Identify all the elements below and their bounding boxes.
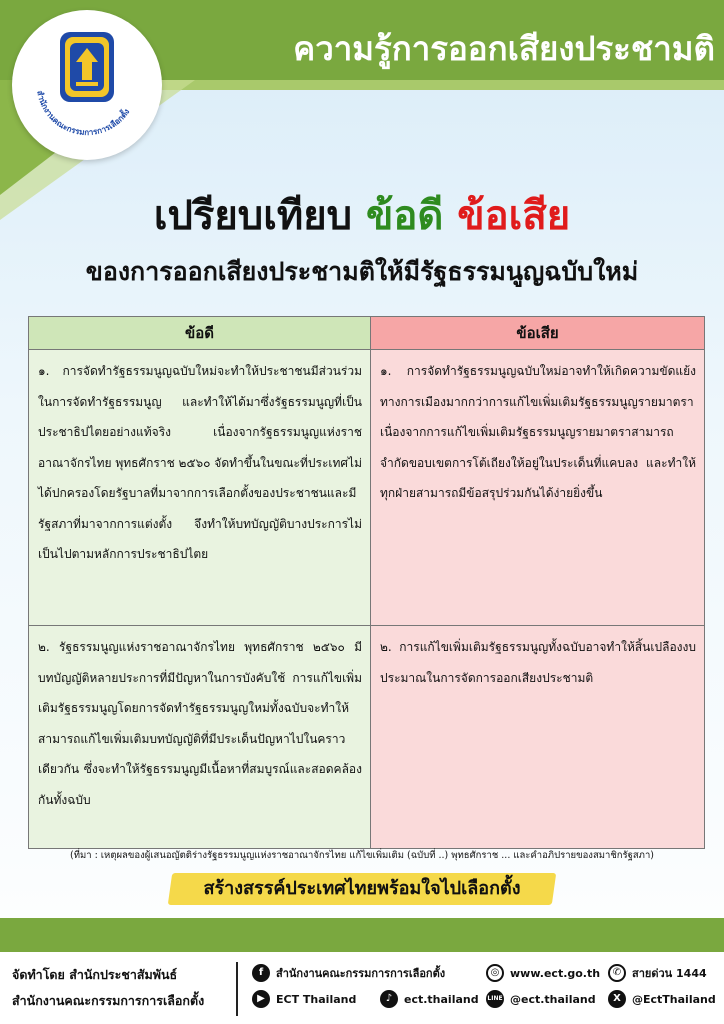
con-text-1: ๑. การจัดทำรัฐธรรมนูญฉบับใหม่อาจทำให้เกิดความขัดแย้งทางการเมืองมากกว่าการแก้ไขเพิ่มเติมรัฐธรรมนูญรายมาตรา เนื่องจากการแก้ไขเพิ่มเติมรัฐธรรมนูญรายมาตราสามารถจำกัดขอบเขตการโต้เถียงให้อยู่ในประเด็นที่แคบลง และทำให้ทุกฝ่ายสามารถมีข้อสรุปร่วมกันได้ง่ายยิ่งขึ้น [380,364,696,500]
contact-line-label: @ect.thailand [510,992,596,1006]
footer-org [12,962,204,1014]
youtube-icon: ▶ [252,990,270,1008]
contact-facebook[interactable] [252,964,445,982]
con-cell [371,626,705,849]
slogan: สร้างสรรค์ประเทศไทยพร้อมใจไปเลือกตั้ง [203,878,521,899]
tiktok-icon: ♪ [380,990,398,1008]
contact-tiktok[interactable] [380,990,479,1008]
header-cons: ข้อเสีย [371,317,705,350]
footer-org-line2: สำนักงานคณะกรรมการการเลือกตั้ง [12,993,205,1008]
con-text-2: ๒. การแก้ไขเพิ่มเติมรัฐธรรมนูญทั้งฉบับอาจทำให้สิ้นเปลืองงบประมาณในการจัดการออกเสียงประชามติ [380,640,696,685]
title-pro: ข้อดี [366,193,444,239]
contact-youtube[interactable] [252,990,356,1008]
title-con: ข้อเสีย [457,193,571,239]
facebook-icon: f [252,964,270,982]
title-prefix: เปรียบเทียบ [153,193,353,239]
ect-emblem-icon [12,10,162,160]
footer-org-line1: จัดทำโดย สำนักประชาสัมพันธ์ [12,967,178,982]
ect-logo [12,10,162,160]
header-pros: ข้อดี [29,317,371,350]
phone-icon: ✆ [608,964,626,982]
x-icon: X [608,990,626,1008]
contact-website-label: www.ect.go.th [510,966,601,980]
footer-divider [236,962,238,1016]
table-header-row [29,317,705,350]
table-row [29,350,705,626]
logo-text: สำนักงานคณะกรรมการการเลือกตั้ง [35,89,132,138]
contact-facebook-label: สำนักงานคณะกรรมการการเลือกตั้ง [276,967,446,980]
globe-icon: ◎ [486,964,504,982]
pro-text-2: ๒. รัฐธรรมนูญแห่งราชอาณาจักรไทย พุทธศักราช ๒๕๖๐ มีบทบัญญัติหลายประการที่มีปัญหาในการบังคับใช้ การแก้ไขเพิ่มเติมรัฐธรรมนูญโดยการจัดทำรัฐธรรมนูญใหม่ทั้งฉบับจะทำให้สามารถแก้ไขเพิ่มเติมบทบัญญัติที่มีประเด็นปัญหาไปในคราวเดียวกัน ซึ่งจะทำให้รัฐธรรมนูญมีเนื้อหาที่สมบูรณ์และสอดคล้องกันทั้งฉบับ [38,640,362,807]
contact-x-label: @EctThailand [632,992,716,1006]
footer-band [0,918,724,952]
page-title [0,183,724,247]
source-note: (ที่มา : เหตุผลของผู้เสนอญัตติร่างรัฐธรรมนูญแห่งราชอาณาจักรไทย แก้ไขเพิ่มเติม (ฉบับที่ ..) พุทธศักราช ... และคำอภิปรายของสมาชิกรัฐสภา) [70,850,654,861]
contact-hotline[interactable] [608,964,707,982]
contact-hotline-label: สายด่วน 1444 [632,967,707,980]
page-subtitle: ของการออกเสียงประชามติให้มีรัฐธรรมนูญฉบับใหม่ [85,257,639,286]
contact-tiktok-label: ect.thailand [404,992,479,1006]
con-cell [371,350,705,626]
table-row [29,626,705,849]
contact-x[interactable] [608,990,716,1008]
comparison-table [28,316,705,849]
page-header-title: ความรู้การออกเสียงประชามติ [293,29,715,68]
line-icon: LINE [486,990,504,1008]
contact-line[interactable] [486,990,596,1008]
pro-text-1: ๑. การจัดทำรัฐธรรมนูญฉบับใหม่จะทำให้ประชาชนมีส่วนร่วมในการจัดทำรัฐธรรมนูญ และทำให้ได้มาซึ่งรัฐธรรมนูญที่เป็นประชาธิปไตยอย่างแท้จริง เนื่องจากรัฐธรรมนูญแห่งราชอาณาจักรไทย พุทธศักราช ๒๕๖๐ จัดทำขึ้นในขณะที่ประเทศไม่ได้ปกครองโดยรัฐบาลที่มาจากการเลือกตั้งของประชาชนและมีรัฐสภาที่มาจากการแต่งตั้ง จึงทำให้บทบัญญัติบางประการไม่เป็นไปตามหลักการประชาธิปไตย [38,364,362,561]
contact-youtube-label: ECT Thailand [276,992,357,1006]
pro-cell [29,350,371,626]
contact-website[interactable] [486,964,600,982]
pro-cell [29,626,371,849]
